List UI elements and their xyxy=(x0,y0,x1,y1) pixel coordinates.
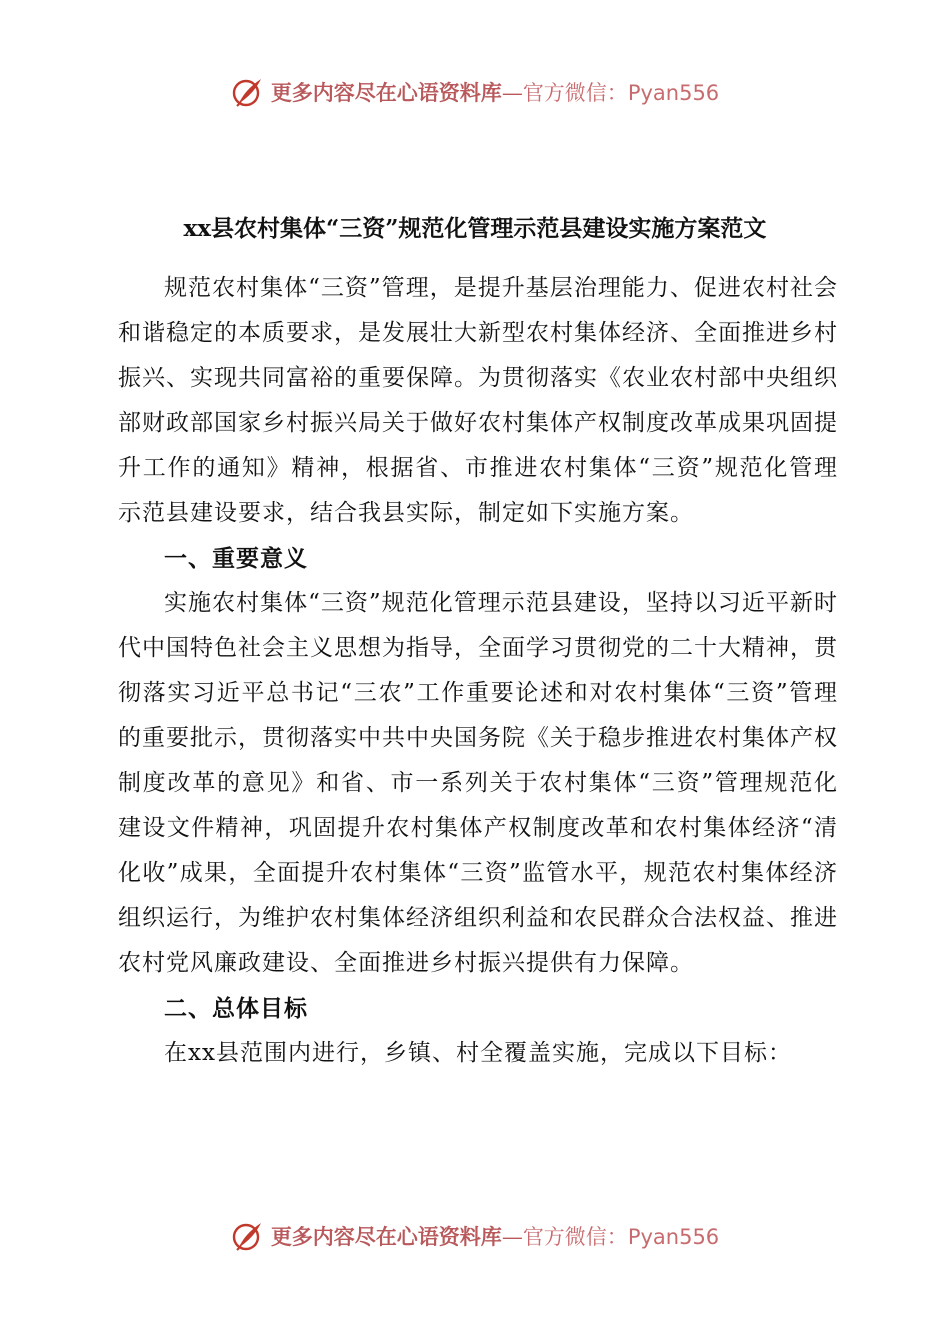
watermark-main-text: 更多内容尽在心语资料库 xyxy=(270,1224,502,1249)
quill-logo-icon xyxy=(231,1219,265,1253)
watermark-text xyxy=(271,1221,719,1251)
watermark-wechat-id: Pyan556 xyxy=(627,1225,720,1249)
watermark-wechat-id: Pyan556 xyxy=(627,81,720,105)
section-heading-significance: 一、重要意义 xyxy=(164,545,308,572)
watermark-wechat-label: 官方微信： xyxy=(522,81,628,105)
watermark-banner-top xyxy=(0,72,950,112)
watermark-wechat-label: 官方微信： xyxy=(522,1225,628,1249)
quill-logo-icon xyxy=(231,75,265,109)
document-body xyxy=(118,266,838,1076)
watermark-banner-bottom xyxy=(0,1216,950,1256)
watermark-main-text: 更多内容尽在心语资料库 xyxy=(270,80,502,105)
overall-goal-paragraph: 在xx县范围内进行，乡镇、村全覆盖实施，完成以下目标： xyxy=(164,1040,792,1066)
document-title: xx县农村集体“三资”规范化管理示范县建设实施方案范文 xyxy=(183,215,767,242)
watermark-text xyxy=(271,77,719,107)
section-heading-overall-goal: 二、总体目标 xyxy=(164,995,308,1022)
intro-paragraph: 规范农村集体“三资”管理，是提升基层治理能力、促进农村社会和谐稳定的本质要求，是发展壮大新型农村集体经济、全面推进乡村振兴、实现共同富裕的重要保障。为贯彻落实《农业农村部中央组织部财政部国家乡村振兴局关于做好农村集体产权制度改革成果巩固提升工作的通知》精神，根据省、市推进农村集体“三资”规范化管理示范县建设要求，结合我县实际，制定如下实施方案。 xyxy=(118,275,838,526)
watermark-dash: — xyxy=(501,1225,523,1249)
watermark-dash: — xyxy=(501,81,523,105)
significance-paragraph: 实施农村集体“三资”规范化管理示范县建设，坚持以习近平新时代中国特色社会主义思想为指导，全面学习贯彻党的二十大精神，贯彻落实习近平总书记“三农”工作重要论述和对农村集体“三资”管理的重要批示，贯彻落实中共中央国务院《关于稳步推进农村集体产权制度改革的意见》和省、市一系列关于农村集体“三资”管理规范化建设文件精神，巩固提升农村集体产权制度改革和农村集体经济“清化收”成果，全面提升农村集体“三资”监管水平，规范农村集体经济组织运行，为维护农村集体经济组织利益和农民群众合法权益、推进农村党风廉政建设、全面推进乡村振兴提供有力保障。 xyxy=(118,590,838,976)
